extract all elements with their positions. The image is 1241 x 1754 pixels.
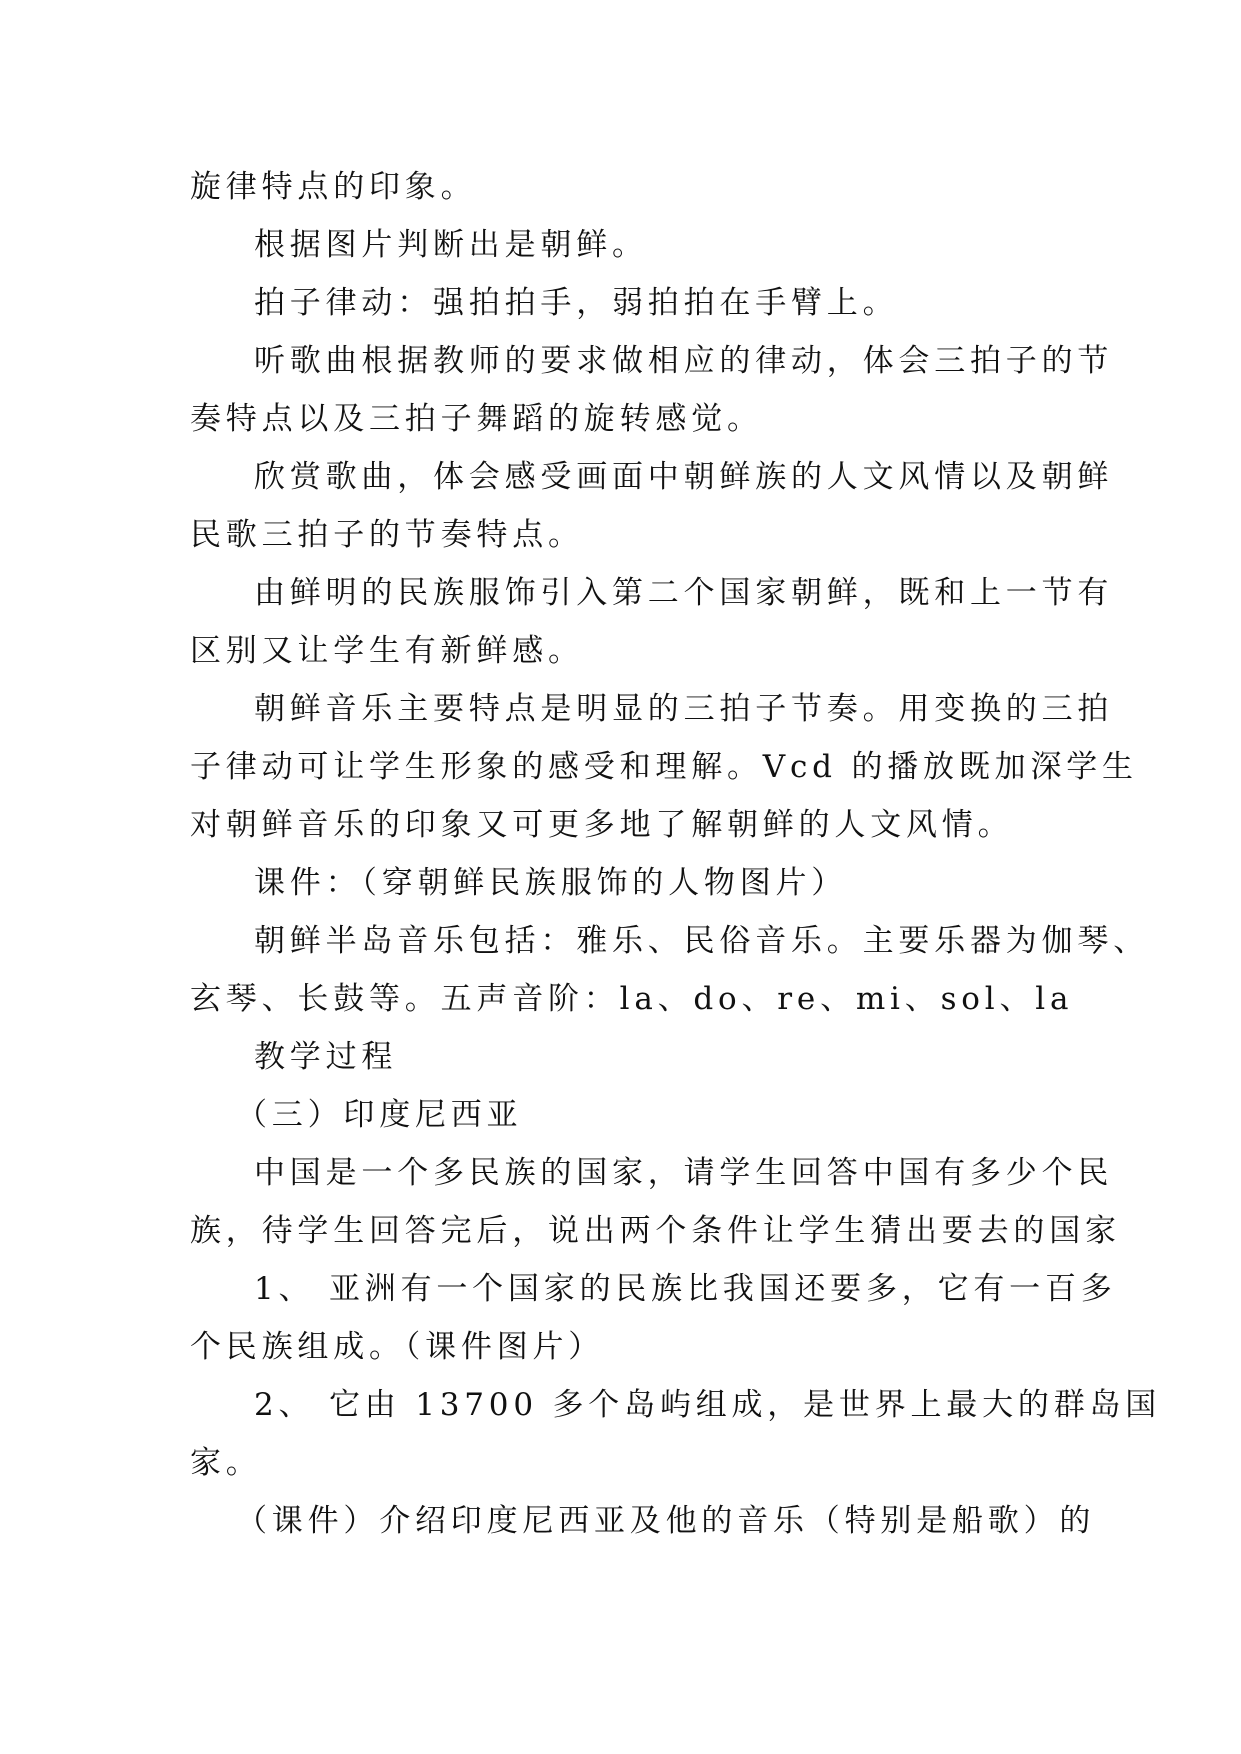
paragraph-line: 课件：（穿朝鲜民族服饰的人物图片） [254,865,848,901]
list-item-line: 家。 [190,1445,262,1481]
paragraph-line: 对朝鲜音乐的印象又可更多地了解朝鲜的人文风情。 [190,807,1014,843]
paragraph-line: 朝鲜音乐主要特点是明显的三拍子节奏。用变换的三拍 [254,691,1114,727]
paragraph-line: 根据图片判断出是朝鲜。 [254,227,648,263]
paragraph-line: 区别又让学生有新鲜感。 [190,633,584,669]
section-heading: 教学过程 [254,1039,398,1075]
paragraph-line: 欣赏歌曲，体会感受画面中朝鲜族的人文风情以及朝鲜 [254,459,1114,495]
subsection-heading: （三）印度尼西亚 [236,1097,523,1133]
paragraph-line: 子律动可让学生形象的感受和理解。Vcd 的播放既加深学生 [190,749,1138,785]
paragraph-line: 拍子律动：强拍拍手，弱拍拍在手臂上。 [254,285,899,321]
paragraph-line: 民歌三拍子的节奏特点。 [190,517,584,553]
paragraph-line: 玄琴、长鼓等。五声音阶：la、do、re、mi、sol、la [190,981,1074,1017]
list-item-line: 2、 它由 13700 多个岛屿组成，是世界上最大的群岛国 [254,1387,1162,1423]
paragraph-line: 由鲜明的民族服饰引入第二个国家朝鲜，既和上一节有 [254,575,1114,611]
paragraph-line: 族，待学生回答完后，说出两个条件让学生猜出要去的国家 [190,1213,1121,1249]
paragraph-line: 听歌曲根据教师的要求做相应的律动，体会三拍子的节 [254,343,1114,379]
list-item-line: 个民族组成。（课件图片） [190,1329,605,1365]
list-item-line: 1、 亚洲有一个国家的民族比我国还要多，它有一百多 [254,1271,1117,1307]
paragraph-line: （课件）介绍印度尼西亚及他的音乐（特别是船歌）的 [236,1503,1096,1539]
paragraph-line: 朝鲜半岛音乐包括：雅乐、民俗音乐。主要乐器为伽琴、 [254,923,1149,959]
paragraph-line: 中国是一个多民族的国家，请学生回答中国有多少个民 [254,1155,1114,1191]
paragraph-line: 旋律特点的印象。 [190,169,477,205]
paragraph-line: 奏特点以及三拍子舞蹈的旋转感觉。 [190,401,763,437]
document-body [190,158,1162,1550]
